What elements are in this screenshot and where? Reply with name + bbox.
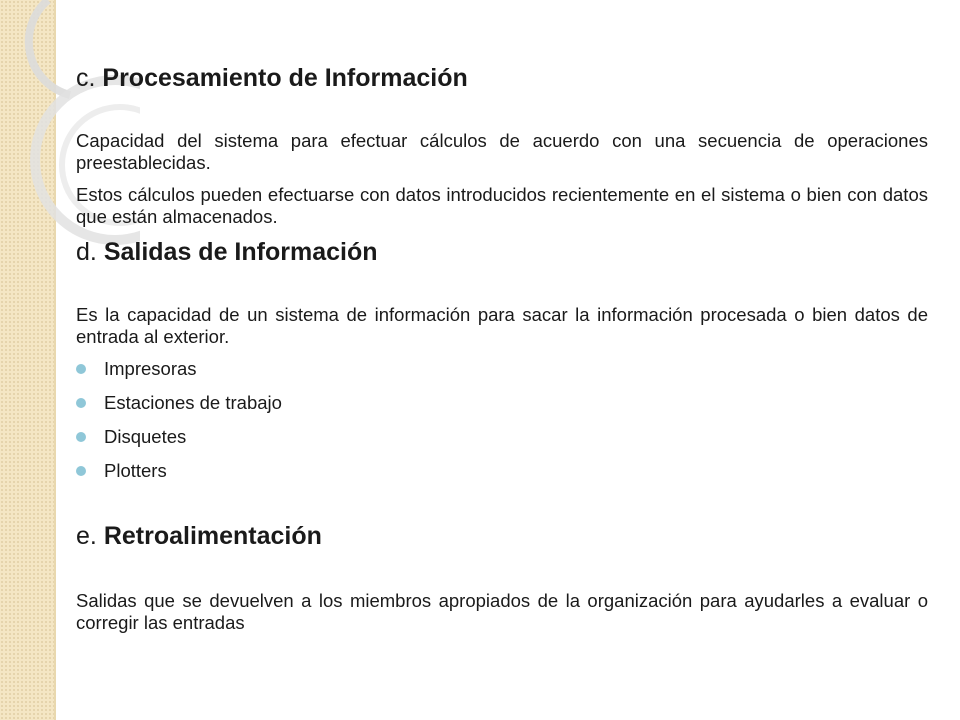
section-e-paragraph-1: Salidas que se devuelven a los miembros apropiados de la organización para ayudarles a evaluar o corregir las entradas xyxy=(76,590,928,633)
section-e-title: Retroalimentación xyxy=(103,522,322,550)
ring-top xyxy=(29,0,70,95)
section-c-paragraph-1: Capacidad del sistema para efectuar cálculos de acuerdo con una secuencia de operaciones preestablecidas. xyxy=(76,130,928,173)
section-e-letter: e. xyxy=(76,522,97,550)
output-device-list xyxy=(76,358,928,494)
section-d-paragraph-1: Es la capacidad de un sistema de información para sacar la información procesada o bien datos de entrada al exterior. xyxy=(76,304,928,347)
section-d-letter: d. xyxy=(76,238,97,266)
list-item-label: Estaciones de trabajo xyxy=(104,392,282,413)
section-d-title: Salidas de Información xyxy=(103,238,378,266)
section-c-title: Procesamiento de Información xyxy=(102,64,468,92)
section-c-letter: c. xyxy=(76,64,96,92)
bullet-icon xyxy=(76,364,86,374)
section-c-paragraph-2: Estos cálculos pueden efectuarse con datos introducidos recientemente en el sistema o bien con datos que están almacenados. xyxy=(76,184,928,227)
list-item xyxy=(76,460,928,494)
bullet-icon xyxy=(76,466,86,476)
section-d-heading xyxy=(76,234,928,270)
slide-content xyxy=(76,60,928,634)
section-c-heading xyxy=(76,60,928,96)
list-item xyxy=(76,358,928,392)
list-item-label: Impresoras xyxy=(104,358,197,379)
list-item-label: Plotters xyxy=(104,460,167,481)
list-item xyxy=(76,392,928,426)
bullet-icon xyxy=(76,398,86,408)
list-item-label: Disquetes xyxy=(104,426,187,447)
section-e-heading xyxy=(76,518,928,554)
bullet-icon xyxy=(76,432,86,442)
list-item xyxy=(76,426,928,460)
